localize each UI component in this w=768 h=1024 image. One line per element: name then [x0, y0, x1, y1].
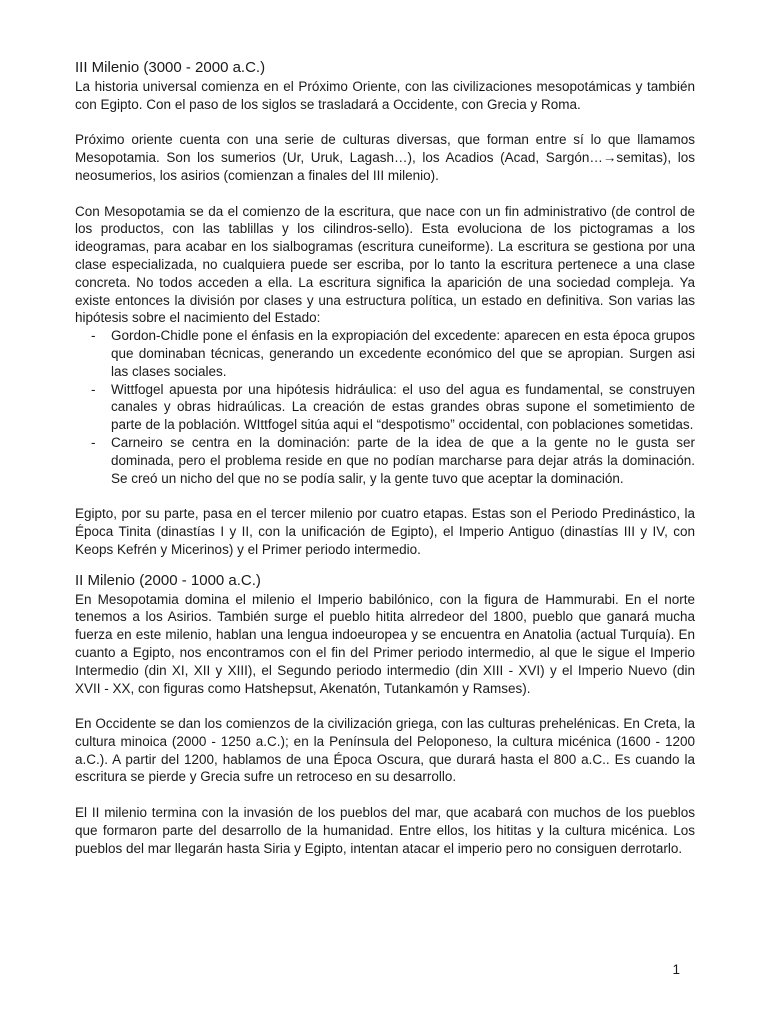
section-second-millennium: [75, 571, 695, 858]
paragraph: El II milenio termina con la invasión de los pueblos del mar, que acabará con muchos de los pueblos que formaron parte del desarrollo de la humanidad. Entre ellos, los hititas y la cultura micénica. Los pueblos del mar llegarán hasta Siria y Egipto, intentan atacar el imperio pero no consiguen derrotarlo.: [75, 805, 695, 856]
list-item: [75, 434, 695, 487]
page-number: 1: [672, 962, 680, 977]
document-page: [75, 58, 695, 857]
dash-bullet: -: [91, 328, 96, 344]
hypotheses-list: [75, 327, 695, 487]
list-item-text: Wittfogel apuesta por una hipótesis hidráulica: el uso del agua es fundamental, se construyen canales y obras hidraúlicas. La creación de estas grandes obras supone el sometimiento de parte de la población. WIttfogel sitúa aqui el “despotismo” occidental, con poblaciones sometidas.: [111, 381, 695, 433]
section-heading: II Milenio (2000 - 1000 a.C.): [75, 571, 261, 589]
list-item: [75, 327, 695, 380]
section-third-millennium: [75, 58, 695, 559]
list-item-text: Gordon-Chidle pone el énfasis en la expropiación del excedente: aparecen en esta época grupos que dominaban técnicas, generando un excedente económico del que se apropian. Surgen asi las clases sociales.: [111, 328, 695, 379]
paragraph: Próximo oriente cuenta con una serie de culturas diversas, que forman entre sí lo que llamamos Mesopotamia. Son los sumerios (Ur, Uruk, Lagash…), los Acadios (Acad, Sargón…→semitas), los neosumerios, los asirios (comienzan a finales del III milenio).: [75, 132, 695, 183]
paragraph: En Mesopotamia domina el milenio el Imperio babilónico, con la figura de Hammurabi. En el norte tenemos a los Asirios. También surge el pueblo hitita alrredeor del 1800, pueblo que ganará mucha fuerza en este milenio, hablan una lengua indoeuropea y se encuentra en Anatolia (actual Turquía). En cuanto a Egipto, nos encontramos con el fin del Primer periodo intermedio, al que le sigue el Imperio Intermedio (din XI, XII y XIII), el Segundo periodo intermedio (din XIII - XVI) y el Imperio Nuevo (din XVII - XX, con figuras como Hatshepsut, Akenatón, Tutankamón y Ramses).: [75, 591, 695, 696]
list-item: [75, 381, 695, 434]
paragraph: En Occidente se dan los comienzos de la civilización griega, con las culturas prehelénicas. En Creta, la cultura minoica (2000 - 1250 a.C.); en la Península del Peloponeso, la cultura micénica (1600 - 1200 a.C.). A partir del 1200, hablamos de una Época Oscura, que durará hasta el 800 a.C.. Es cuando la escritura se pierde y Grecia sufre un retroceso en su desarrollo.: [75, 716, 695, 785]
section-heading: III Milenio (3000 - 2000 a.C.): [75, 59, 266, 76]
list-item-text: Carneiro se centra en la dominación: parte de la idea de que a la gente no le gusta ser dominada, pero el problema reside en que no podían marcharse para dejar atrás la dominación. Se creó un nicho del que no se podía salir, y la gente tuvo que aceptar la dominación.: [111, 434, 695, 486]
paragraph: Con Mesopotamia se da el comienzo de la escritura, que nace con un fin administrativo (de control de los productos, con las tablillas y los cilindros-sello). Esta evoluciona de los pictogramas a los ideogramas, para acabar en los sialbogramas (escritura cuneiforme). La escritura se gestiona por una clase especializada, no cualquiera puede ser escriba, por lo tanto la escritura pertenece a una clase concreta. No todos acceden a ella. La escritura significa la aparición de una sociedad compleja. Ya existe entonces la división por clases y una estructura política, un estado en definitiva. Son varias las hipótesis sobre el nacimiento del Estado:: [75, 203, 695, 326]
paragraph: La historia universal comienza en el Próximo Oriente, con las civilizaciones mesopotámicas y también con Egipto. Con el paso de los siglos se trasladará a Occidente, con Grecia y Roma.: [75, 79, 695, 112]
dash-bullet: -: [91, 434, 96, 450]
paragraph: Egipto, por su parte, pasa en el tercer milenio por cuatro etapas. Estas son el Periodo Predinástico, la Época Tinita (dinastías I y II, con la unificación de Egipto), el Imperio Antiguo (dinastías III y IV, con Keops Kefrén y Micerinos) y el Primer periodo intermedio.: [75, 506, 695, 557]
dash-bullet: -: [91, 381, 96, 397]
